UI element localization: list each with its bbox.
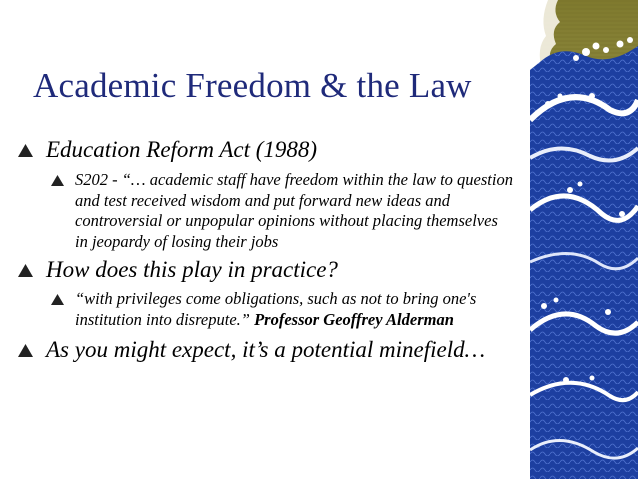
bullet-text: As you might expect, it’s a potential minefield…: [46, 337, 486, 362]
bullet-minefield: [0, 336, 530, 363]
triangle-bullet-icon: [14, 256, 36, 283]
triangle-bullet-icon: [14, 136, 36, 163]
quote-text: “with privileges come obligations, such as not to bring one's institution into disrepute.”: [75, 289, 477, 329]
triangle-bullet-icon: [48, 289, 66, 309]
bullet-education-reform-act: [0, 136, 530, 163]
bullet-s202-quote: [0, 170, 513, 252]
triangle-bullet-icon: [14, 336, 36, 363]
bullet-text: S202 - “… academic staff have freedom within the law to question and test received wisdom and put forward new ideas and controversial or unpopular opinions without placing themselves in jeopardy of losing their jobs: [75, 170, 513, 251]
bullet-text: Education Reform Act (1988): [46, 137, 318, 162]
bullet-practice-question: [0, 256, 530, 283]
quote-attribution: Professor Geoffrey Alderman: [254, 309, 454, 329]
bullet-list: [0, 136, 530, 363]
triangle-bullet-icon: [48, 170, 66, 190]
wave-illustration: [530, 0, 638, 479]
bullet-text: How does this play in practice?: [46, 257, 338, 282]
bullet-alderman-quote: [0, 289, 513, 330]
slide-title: Academic Freedom & the Law: [33, 66, 472, 105]
